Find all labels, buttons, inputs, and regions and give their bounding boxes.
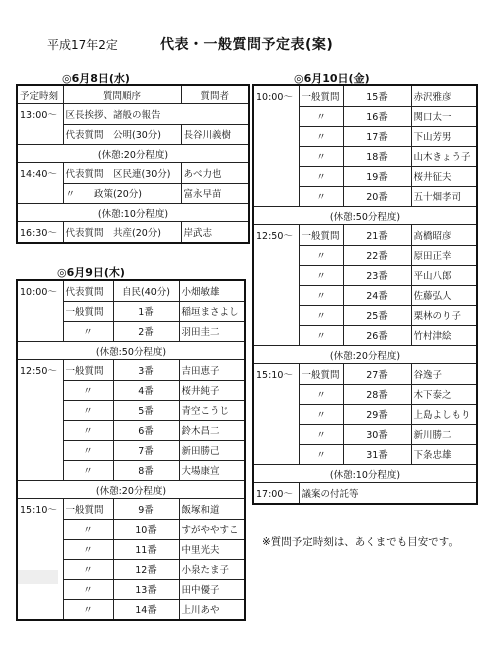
speaker-cell: 下山芳男 (411, 126, 477, 146)
question-number-cell: 30番 (343, 424, 411, 444)
speaker-cell: 谷逸子 (411, 364, 477, 385)
table-row (17, 599, 245, 620)
question-number-cell: 21番 (343, 225, 411, 246)
table-row (253, 146, 477, 166)
question-type-cell: 〃 (299, 424, 343, 444)
time-cell (253, 126, 299, 146)
time-cell: 15:10～ (253, 364, 299, 385)
question-number-cell: 自民(40分) (113, 280, 179, 301)
document-session-label: 平成17年2定 (47, 38, 118, 52)
question-type-cell: 代表質問 (63, 280, 113, 301)
table-row (17, 204, 249, 222)
table-row (253, 106, 477, 126)
speaker-cell: 中里光夫 (179, 539, 245, 559)
break-label: (休憩:10分程度) (17, 204, 249, 222)
speaker-cell: 上川あや (179, 599, 245, 620)
order-cell: 代表質問 公明(30分) (63, 124, 181, 145)
table-row (253, 465, 477, 483)
break-label: (休憩:10分程度) (253, 465, 477, 483)
question-number-cell: 27番 (343, 364, 411, 385)
time-cell (17, 183, 63, 204)
time-cell (17, 440, 63, 460)
question-type-cell: 一般質問 (63, 301, 113, 321)
table-row (253, 225, 477, 246)
question-number-cell: 9番 (113, 499, 179, 520)
speaker-cell: 五十畑孝司 (411, 186, 477, 207)
table-row (253, 126, 477, 146)
table-row (253, 483, 477, 505)
time-cell (253, 444, 299, 465)
day-title-june8: ◎6月8日(水) (62, 72, 130, 85)
table-row (17, 360, 245, 381)
time-cell (253, 186, 299, 207)
speaker-cell: 山木きょう子 (411, 146, 477, 166)
question-type-cell: 〃 (299, 126, 343, 146)
time-cell: 15:10～ (17, 499, 63, 520)
table-row (253, 265, 477, 285)
speaker-cell: 羽田圭二 (179, 321, 245, 342)
time-cell: 14:40～ (17, 163, 63, 184)
speaker-cell: 佐藤弘人 (411, 285, 477, 305)
table-row (17, 145, 249, 163)
speaker-cell: 大場康宣 (179, 460, 245, 481)
question-type-cell: 〃 (299, 166, 343, 186)
speaker-cell: 下条忠雄 (411, 444, 477, 465)
question-type-cell: 一般質問 (299, 85, 343, 106)
table-row (253, 207, 477, 225)
question-number-cell: 25番 (343, 305, 411, 325)
question-number-cell: 28番 (343, 384, 411, 404)
time-cell (253, 384, 299, 404)
agenda-cell: 区長挨拶、諸般の報告 (63, 104, 249, 125)
column-header-person: 質問者 (181, 85, 249, 104)
table-row (17, 183, 249, 204)
question-number-cell: 23番 (343, 265, 411, 285)
question-type-cell: 〃 (299, 106, 343, 126)
table-row (17, 420, 245, 440)
table-row (17, 301, 245, 321)
table-row (17, 380, 245, 400)
table-row (253, 404, 477, 424)
speaker-cell: 富永早苗 (181, 183, 249, 204)
table-row (17, 499, 245, 520)
question-number-cell: 13番 (113, 579, 179, 599)
question-number-cell: 5番 (113, 400, 179, 420)
break-label: (休憩:20分程度) (17, 145, 249, 163)
table-row (17, 163, 249, 184)
speaker-cell: 高橋昭彦 (411, 225, 477, 246)
question-type-cell: 〃 (63, 400, 113, 420)
table-row (253, 166, 477, 186)
time-cell: 12:50～ (17, 360, 63, 381)
speaker-cell: 平山八郎 (411, 265, 477, 285)
agenda-cell: 議案の付託等 (299, 483, 477, 505)
table-row (17, 539, 245, 559)
time-cell: 10:00～ (253, 85, 299, 106)
time-cell (253, 146, 299, 166)
question-type-cell: 〃 (299, 404, 343, 424)
time-cell (17, 420, 63, 440)
speaker-cell: 鈴木昌二 (179, 420, 245, 440)
time-cell (253, 404, 299, 424)
speaker-cell: 小泉たま子 (179, 559, 245, 579)
question-type-cell: 一般質問 (63, 360, 113, 381)
break-label: (休憩:20分程度) (17, 481, 245, 499)
break-label: (休憩:20分程度) (253, 346, 477, 364)
table-row (17, 400, 245, 420)
column-header-time: 予定時刻 (17, 85, 63, 104)
table-header-row (17, 85, 249, 104)
speaker-cell: すがややすこ (179, 519, 245, 539)
time-cell (17, 400, 63, 420)
time-cell: 10:00～ (17, 280, 63, 301)
question-number-cell: 29番 (343, 404, 411, 424)
time-cell (17, 301, 63, 321)
question-type-cell: 〃 (63, 599, 113, 620)
speaker-cell: 桜井純子 (179, 380, 245, 400)
break-label: (休憩:50分程度) (253, 207, 477, 225)
question-type-cell: 〃 (63, 321, 113, 342)
speaker-cell: 小畑敏雄 (179, 280, 245, 301)
time-cell (17, 460, 63, 481)
table-row (17, 280, 245, 301)
table-row (17, 342, 245, 360)
order-cell: 代表質問 共産(20分) (63, 222, 181, 244)
question-type-cell: 〃 (63, 579, 113, 599)
question-type-cell: 〃 (299, 245, 343, 265)
speaker-cell: 関口太一 (411, 106, 477, 126)
day-title-june9: ◎6月9日(木) (57, 266, 125, 279)
time-cell: 13:00～ (17, 104, 63, 125)
question-type-cell: 〃 (63, 440, 113, 460)
speaker-cell: 田中優子 (179, 579, 245, 599)
speaker-cell: あべ力也 (181, 163, 249, 184)
speaker-cell: 新田勝己 (179, 440, 245, 460)
time-cell (17, 321, 63, 342)
speaker-cell: 岸武志 (181, 222, 249, 244)
table-row (17, 104, 249, 125)
question-type-cell: 〃 (63, 460, 113, 481)
table-row (253, 325, 477, 346)
table-row (253, 85, 477, 106)
question-number-cell: 24番 (343, 285, 411, 305)
table-row (17, 222, 249, 244)
time-cell (17, 519, 63, 539)
question-number-cell: 2番 (113, 321, 179, 342)
time-cell (253, 424, 299, 444)
speaker-cell: 木下泰之 (411, 384, 477, 404)
question-number-cell: 26番 (343, 325, 411, 346)
table-row (253, 346, 477, 364)
question-number-cell: 12番 (113, 559, 179, 579)
table-row (17, 124, 249, 145)
page-title: 代表・一般質問予定表(案) (160, 37, 334, 53)
question-number-cell: 1番 (113, 301, 179, 321)
question-type-cell: 〃 (299, 186, 343, 207)
question-number-cell: 18番 (343, 146, 411, 166)
time-cell (253, 325, 299, 346)
time-cell (253, 106, 299, 126)
question-type-cell: 〃 (63, 519, 113, 539)
scan-artifact (18, 570, 58, 584)
table-row (17, 460, 245, 481)
question-number-cell: 10番 (113, 519, 179, 539)
order-cell: 代表質問 区民連(30分) (63, 163, 181, 184)
break-label: (休憩:50分程度) (17, 342, 245, 360)
time-cell: 17:00～ (253, 483, 299, 505)
table-row (17, 440, 245, 460)
question-number-cell: 6番 (113, 420, 179, 440)
time-cell (253, 245, 299, 265)
question-type-cell: 一般質問 (299, 225, 343, 246)
table-row (17, 321, 245, 342)
table-row (253, 384, 477, 404)
question-type-cell: 〃 (63, 559, 113, 579)
question-number-cell: 19番 (343, 166, 411, 186)
question-type-cell: 〃 (63, 539, 113, 559)
question-type-cell: 一般質問 (299, 364, 343, 385)
speaker-cell: 新川勝二 (411, 424, 477, 444)
table-row (17, 481, 245, 499)
question-type-cell: 〃 (299, 444, 343, 465)
time-cell (17, 539, 63, 559)
question-number-cell: 16番 (343, 106, 411, 126)
question-number-cell: 4番 (113, 380, 179, 400)
time-cell (253, 305, 299, 325)
speaker-cell: 桜井征夫 (411, 166, 477, 186)
question-number-cell: 20番 (343, 186, 411, 207)
question-number-cell: 11番 (113, 539, 179, 559)
question-number-cell: 3番 (113, 360, 179, 381)
time-cell: 16:30～ (17, 222, 63, 244)
time-cell (253, 166, 299, 186)
table-row (253, 305, 477, 325)
table-row (17, 519, 245, 539)
table-row (253, 285, 477, 305)
question-type-cell: 〃 (299, 285, 343, 305)
speaker-cell: 飯塚和道 (179, 499, 245, 520)
question-number-cell: 15番 (343, 85, 411, 106)
time-cell (17, 380, 63, 400)
question-type-cell: 〃 (63, 380, 113, 400)
speaker-cell: 原田正幸 (411, 245, 477, 265)
speaker-cell: 竹村津絵 (411, 325, 477, 346)
question-type-cell: 〃 (299, 384, 343, 404)
question-type-cell: 〃 (299, 146, 343, 166)
table-row (253, 186, 477, 207)
question-type-cell: 〃 (63, 420, 113, 440)
table-row (253, 245, 477, 265)
speaker-cell: 長谷川義樹 (181, 124, 249, 145)
speaker-cell: 上島よしもり (411, 404, 477, 424)
table-row (253, 424, 477, 444)
time-note: ※質問予定時刻は、あくまでも目安です。 (262, 536, 459, 548)
question-number-cell: 22番 (343, 245, 411, 265)
order-cell: 〃 政策(20分) (63, 183, 181, 204)
schedule-table-june8 (16, 84, 250, 244)
question-number-cell: 17番 (343, 126, 411, 146)
time-cell (253, 285, 299, 305)
time-cell (17, 599, 63, 620)
time-cell (253, 265, 299, 285)
table-row (253, 364, 477, 385)
schedule-table-june10 (252, 84, 478, 505)
speaker-cell: 青空こうじ (179, 400, 245, 420)
day-title-june10: ◎6月10日(金) (294, 72, 370, 85)
time-cell: 12:50～ (253, 225, 299, 246)
question-type-cell: 〃 (299, 325, 343, 346)
speaker-cell: 吉田恵子 (179, 360, 245, 381)
speaker-cell: 稲垣まさよし (179, 301, 245, 321)
question-type-cell: 〃 (299, 305, 343, 325)
question-type-cell: 一般質問 (63, 499, 113, 520)
question-number-cell: 31番 (343, 444, 411, 465)
column-header-order: 質問順序 (63, 85, 181, 104)
speaker-cell: 赤沢雅彦 (411, 85, 477, 106)
time-cell (17, 124, 63, 145)
question-type-cell: 〃 (299, 265, 343, 285)
speaker-cell: 栗林のり子 (411, 305, 477, 325)
table-row (253, 444, 477, 465)
question-number-cell: 8番 (113, 460, 179, 481)
question-number-cell: 7番 (113, 440, 179, 460)
question-number-cell: 14番 (113, 599, 179, 620)
